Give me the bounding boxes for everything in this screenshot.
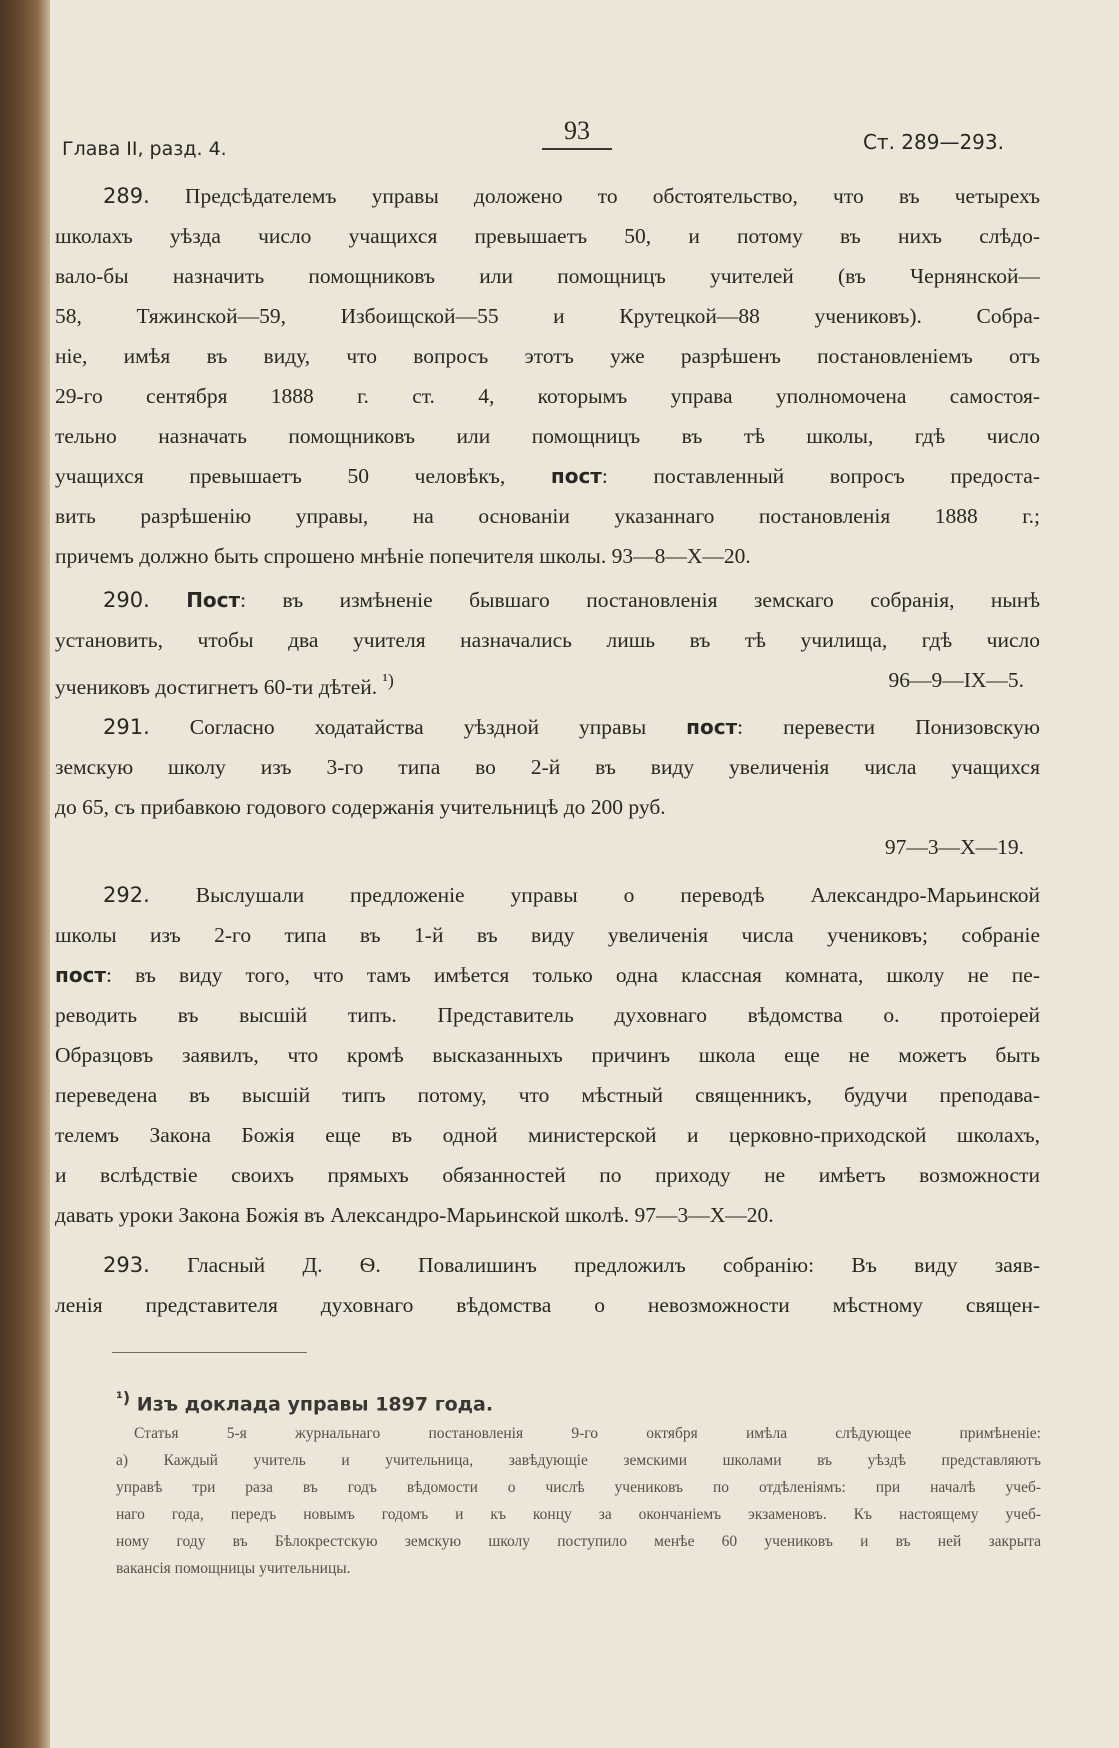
paragraph-line: учениковъ достигнетъ 60-ти дѣтей. $^{^1)}$ 96—9—IX—5. [55,660,1040,707]
paragraph-line: и вслѣдствіе своихъ прямыхъ обязанностей по приходу не имѣетъ возможности [55,1163,1040,1187]
paragraph-line: Образцовъ заявилъ, что кромѣ высказанныхъ причинъ школа еще не можетъ быть [55,1043,1040,1067]
journal-reference: 97—3—X—19. [884,835,1024,859]
paragraph-line: вить разрѣшенію управы, на основаніи указаннаго постановленія 1888 г.; [55,504,1040,528]
footnote-line: вакансія помощницы учительницы. [116,1560,351,1578]
page-number: 93 [532,116,622,146]
paragraph-line: тельно назначать помощниковъ или помощницъ въ тѣ школы, гдѣ число [55,424,1040,448]
article-number: 293. [103,1253,150,1277]
footnote-title: $^{^1)}$ Изъ доклада управы 1897 года. [116,1388,494,1416]
paragraph-line: 289. Предсѣдателемъ управы доложено то обстоятельство, что въ четырехъ [103,184,1041,208]
footnote-line: ному году въ Бѣлокрестскую земскую школу поступило менѣе 60 учениковъ и въ ней закрыта [116,1533,1041,1551]
paragraph-289 [55,176,1040,576]
paragraph-line: школахъ уѣзда число учащихся превышаетъ 50, и потому въ нихъ слѣдо- [55,224,1040,248]
footnote-line: наго года, передъ новымъ годомъ и къ концу за окончаніемъ экзаменовъ. Къ настоящему учеб- [116,1506,1041,1524]
resolution-label: пост [686,715,738,739]
paragraph-line: 292. Выслушали предложеніе управы о переводѣ Александро-Марьинской [103,883,1041,907]
paragraph-line: земскую школу изъ 3-го типа во 2-й въ виду увеличенія числа учащихся [55,755,1040,779]
paragraph-line: давать уроки Закона Божія въ Александро-Марьинской школѣ. 97—3—X—20. [55,1203,774,1227]
paragraph-line: 29-го сентября 1888 г. ст. 4, которымъ управа уполномочена самостоя- [55,384,1040,408]
paragraph-line: реводить въ высшій типъ. Представитель духовнаго вѣдомства о. протоіерей [55,1003,1040,1027]
footnote-line: Статья 5-я журнальнаго постановленія 9-го октября имѣла слѣдующее примѣненіе: [134,1425,1041,1443]
journal-reference: 96—9—IX—5. [888,668,1024,692]
paragraph-293 [55,1245,1040,1325]
paragraph-line: телемъ Закона Божія еще въ одной министерской и церковно-приходской школахъ, [55,1123,1040,1147]
footnote-line: управѣ три раза въ годъ вѣдомости о числѣ учениковъ по отдѣленіямъ: при началѣ учеб- [116,1479,1041,1497]
footnote-mark: ¹) [116,1388,131,1407]
paragraph-line: 293. Гласный Д. Ѳ. Повалишинъ предложилъ собранію: Въ виду заяв- [103,1253,1041,1277]
paragraph-line: ленія представителя духовнаго вѣдомства о невозможности мѣстному священ- [55,1293,1040,1317]
article-range: Ст. 289—293. [862,130,1004,154]
paragraph-line: установить, чтобы два учителя назначались лишь въ тѣ училища, гдѣ число [55,628,1040,652]
resolution-label: пост [55,963,107,987]
paragraph-line: школы изъ 2-го типа въ 1-й въ виду увеличенія числа учениковъ; собраніе [55,923,1040,947]
paragraph-line: 291. Согласно ходатайства уѣздной управы пост: перевести Понизовскую [103,715,1040,739]
article-number: 289. [103,184,150,208]
paragraph-line: переведена въ высшій типъ потому, что мѣстный священникъ, будучи преподава- [55,1083,1040,1107]
paragraph-line: 290. Пост: въ измѣненіе бывшаго постановленія земскаго собранія, нынѣ [103,588,1041,612]
article-number: 290. [103,588,150,612]
paragraph-line: вало-бы назначить помощниковъ или помощницъ учителей (въ Чернянской— [55,264,1040,288]
paragraph-291 [55,707,1040,867]
footnote [116,1382,1041,1582]
paragraph-line: причемъ должно быть спрошено мнѣніе попечителя школы. 93—8—X—20. [55,544,751,568]
chapter-label: Глава II, разд. 4. [62,138,227,160]
paragraph-line: ніе, имѣя въ виду, что вопросъ этотъ уже разрѣшенъ постановленіемъ отъ [55,344,1040,368]
footnote-divider [112,1352,307,1353]
article-number: 292. [103,883,150,907]
paragraph-292 [55,875,1040,1235]
book-binding-edge [0,0,50,1748]
running-header [62,116,1012,166]
paragraph-290 [55,580,1040,707]
footnote-mark: ¹) [382,670,394,690]
article-number: 291. [103,715,150,739]
resolution-label: пост [550,464,602,488]
paragraph-line: 58, Тяжинской—59, Избоищской—55 и Крутецкой—88 учениковъ). Собра- [55,304,1040,328]
paragraph-line: учащихся превышаетъ 50 человѣкъ, пост: поставленный вопросъ предоста- [55,464,1040,488]
paragraph-line: пост: въ виду того, что тамъ имѣется только одна классная комната, школу не пе- [55,963,1040,987]
footnote-line: а) Каждый учитель и учительница, завѣдующіе земскими школами въ уѣздѣ представляютъ [116,1452,1041,1470]
paragraph-line: до 65, съ прибавкою годового содержанія учительницѣ до 200 руб. [55,795,666,819]
resolution-label: Пост [186,588,241,612]
